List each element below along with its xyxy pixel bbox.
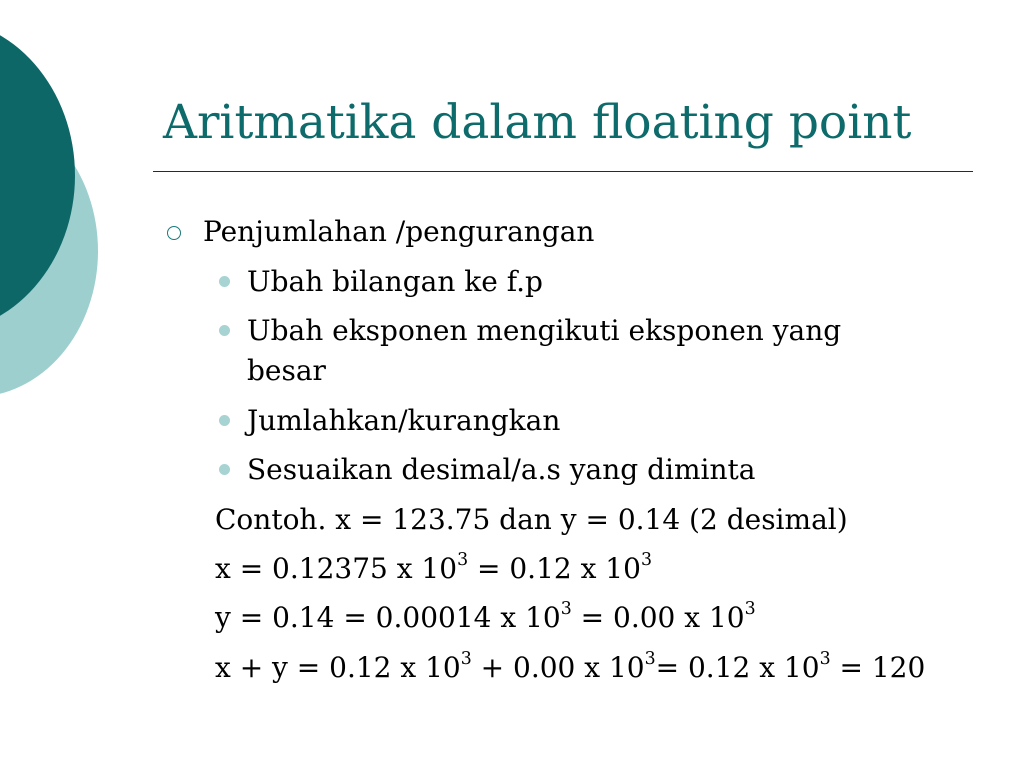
step-item: Jumlahkan/kurangkan	[247, 404, 561, 437]
dot-bullet-icon	[219, 276, 230, 287]
step-item: Sesuaikan desimal/a.s yang diminta	[247, 453, 756, 486]
section-heading: Penjumlahan /pengurangan	[203, 215, 595, 248]
example-intro: Contoh. x = 123.75 dan y = 0.14 (2 desimal)	[215, 503, 848, 536]
example-line-sum	[215, 648, 925, 688]
expression-text: + 0.00 x 10	[471, 651, 645, 684]
step-item-continuation: besar	[247, 354, 326, 387]
exponent: 3	[819, 649, 831, 670]
dot-bullet-icon	[219, 415, 230, 426]
expression-text: = 0.12 x 10	[655, 651, 820, 684]
expression-text: = 0.00 x 10	[571, 601, 745, 634]
dot-bullet-icon	[219, 464, 230, 475]
exponent: 3	[644, 649, 656, 670]
exponent: 3	[457, 550, 469, 571]
step-item: Ubah eksponen mengikuti eksponen yang	[247, 314, 842, 347]
exponent: 3	[460, 649, 472, 670]
exponent: 3	[744, 599, 756, 620]
dot-bullet-icon	[219, 325, 230, 336]
example-line-x	[215, 549, 652, 589]
slide-title: Aritmatika dalam floating point	[163, 95, 912, 150]
expression-text: x + y = 0.12 x 10	[215, 651, 461, 684]
exponent: 3	[640, 550, 652, 571]
expression-text: = 0.12 x 10	[468, 552, 641, 585]
expression-text: x = 0.12375 x 10	[215, 552, 458, 585]
example-line-y	[215, 598, 756, 638]
expression-text: = 120	[830, 651, 926, 684]
expression-text: y = 0.14 = 0.00014 x 10	[215, 601, 561, 634]
step-item: Ubah bilangan ke f.p	[247, 265, 543, 298]
hollow-circle-bullet-icon	[167, 226, 181, 240]
exponent: 3	[560, 599, 572, 620]
